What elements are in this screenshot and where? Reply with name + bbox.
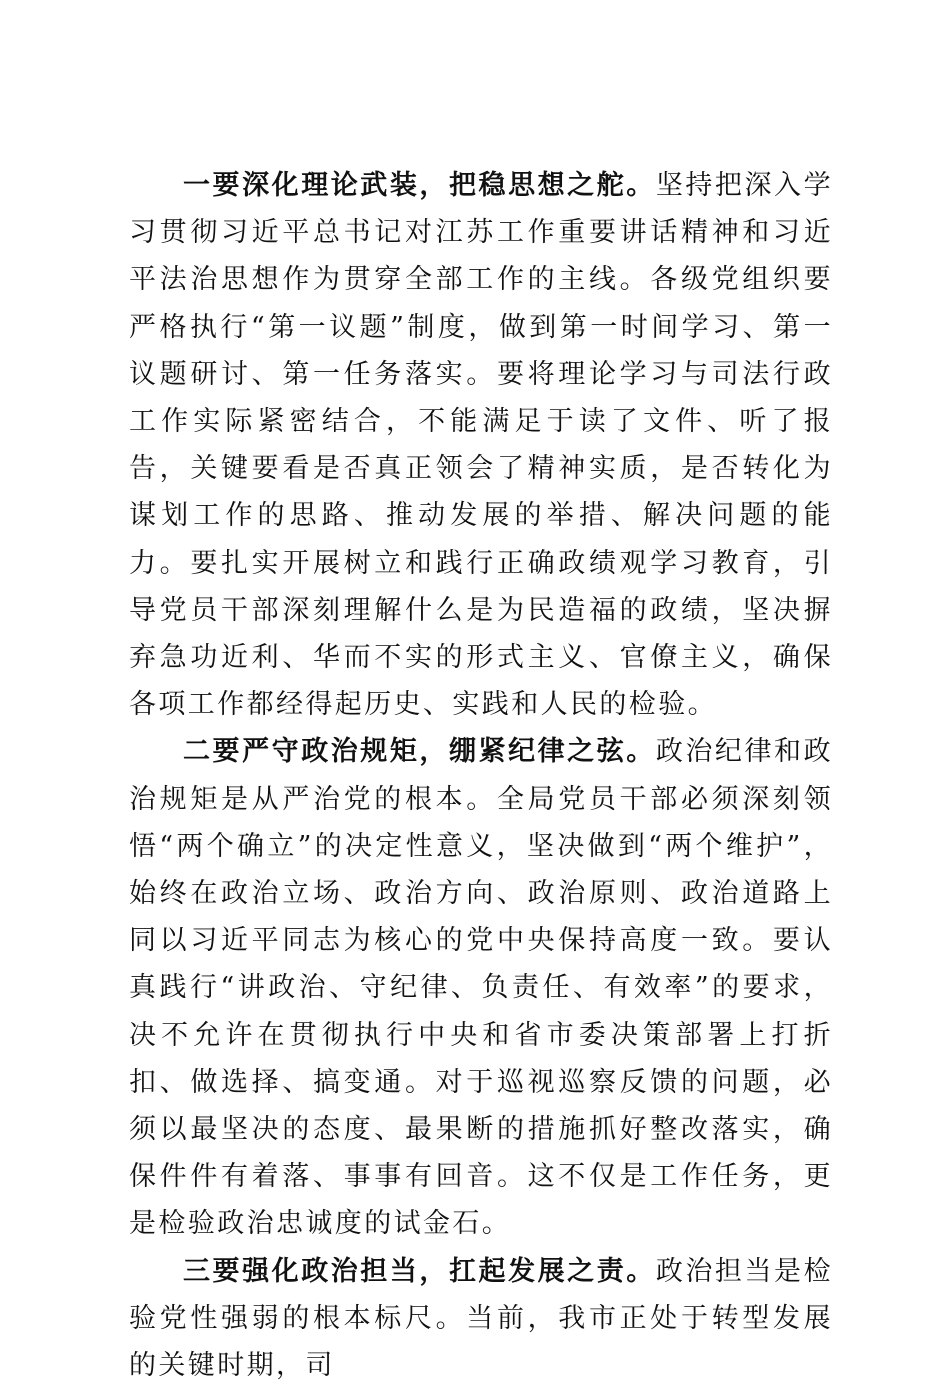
document-body xyxy=(129,162,833,1389)
paragraph-1-heading: 一要深化理论武装，把稳思想之舵。 xyxy=(183,170,656,201)
paragraph-3-heading: 三要强化政治担当，扛起发展之责。 xyxy=(183,1255,656,1287)
paragraph-3-text: 政治担当是检验党性强弱的根本标尺。当前，我市正处于转型发展的关键时期，司 xyxy=(129,1255,833,1382)
paragraph-2-heading: 二要严守政治规矩，绷紧纪律之弦。 xyxy=(183,736,656,768)
paragraph-2 xyxy=(129,728,833,1247)
paragraph-1 xyxy=(129,162,833,728)
paragraph-3 xyxy=(129,1248,833,1389)
paragraph-2-text: 政治纪律和政治规矩是从严治党的根本。全局党员干部必须深刻领悟“两个确立”的决定性意义，坚决做到“两个维护”，始终在政治立场、政治方向、政治原则、政治道路上同以习近平同志为核心的党中央保持高度一致。要认真践行“讲政治、守纪律、负责任、有效率”的要求，决不允许在贯彻执行中央和省市委决策部署上打折扣、做选择、搞变通。对于巡视巡察反馈的问题，必须以最坚决的态度、最果断的措施抓好整改落实，确保件件有着落、事事有回音。这不仅是工作任务，更是检验政治忠诚度的试金石。 xyxy=(129,736,833,1240)
paragraph-1-text: 坚持把深入学习贯彻习近平总书记对江苏工作重要讲话精神和习近平法治思想作为贯穿全部工作的主线。各级党组织要严格执行“第一议题”制度，做到第一时间学习、第一议题研讨、第一任务落实。要将理论学习与司法行政工作实际紧密结合，不能满足于读了文件、听了报告，关键要看是否真正领会了精神实质，是否转化为谋划工作的思路、推动发展的举措、解决问题的能力。要扎实开展树立和践行正确政绩观学习教育，引导党员干部深刻理解什么是为民造福的政绩，坚决摒弃急功近利、华而不实的形式主义、官僚主义，确保各项工作都经得起历史、实践和人民的检验。 xyxy=(129,170,833,721)
